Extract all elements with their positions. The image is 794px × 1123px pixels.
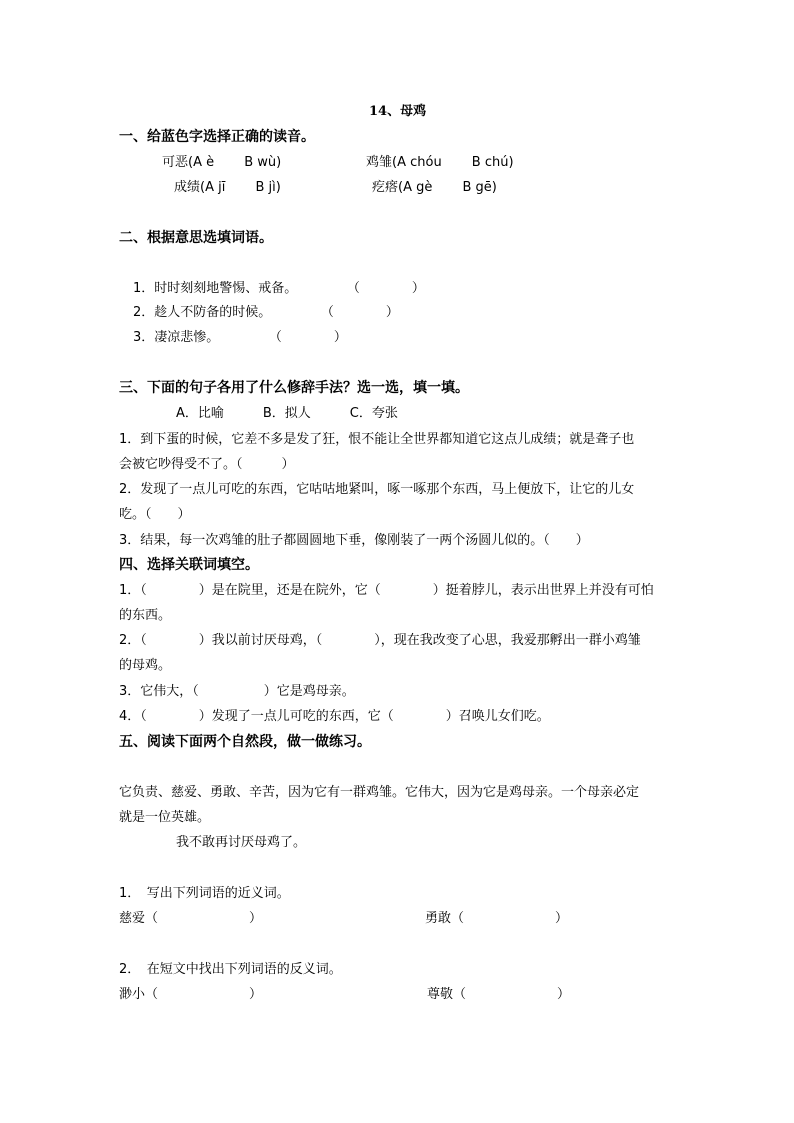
word-choice-item: 1．时时刻刻地警惕、戒备。 （ ） bbox=[133, 281, 425, 296]
rhetoric-sentence-line: 2．发现了一点儿可吃的东西，它咕咕地紧叫，啄一啄那个东西，马上便放下，让它的儿女 bbox=[119, 482, 635, 497]
section-1-heading: 一、给蓝色字选择正确的读音。 bbox=[119, 129, 315, 145]
pinyin-choice-geda: 疙瘩(A gè B gē) bbox=[372, 180, 497, 195]
reading-paragraph-line: 就是一位英雄。 bbox=[119, 810, 211, 825]
rhetoric-sentence-line: 1．到下蛋的时候，它差不多是发了狂，恨不能让全世界都知道它这点儿成绩；就是聋子也 bbox=[119, 432, 635, 447]
rhetoric-options: A．比喻 B．拟人 C．夸张 bbox=[176, 406, 398, 421]
conjunction-line: 1．（ ）是在院里，还是在院外，它（ ）挺着脖儿，表示出世界上并没有可怕 bbox=[119, 583, 654, 598]
conjunction-line: 2．（ ）我以前讨厌母鸡，（ ），现在我改变了心思，我爱那孵出一群小鸡雏 bbox=[119, 633, 641, 648]
word-choice-item: 2．趁人不防备的时候。 （ ） bbox=[133, 305, 399, 320]
reading-paragraph-line: 它负责、慈爱、勇敢、辛苦，因为它有一群鸡雏。它伟大，因为它是鸡母亲。一个母亲必定 bbox=[119, 785, 640, 800]
conjunction-line: 3．它伟大，（ ）它是鸡母亲。 bbox=[119, 684, 355, 699]
exercise-question-1: 1． 写出下列词语的近义词。 bbox=[119, 886, 290, 901]
synonym-blank-ciai: 慈爱（ ） bbox=[119, 911, 263, 926]
section-4-heading: 四、选择关联词填空。 bbox=[119, 557, 259, 573]
conjunction-line: 的母鸡。 bbox=[119, 658, 172, 673]
pinyin-choice-keewu: 可恶(A è B wù) bbox=[162, 155, 282, 170]
pinyin-choice-jichu: 鸡雏(A chóu B chú) bbox=[366, 155, 514, 170]
synonym-blank-yonggan: 勇敢（ ） bbox=[425, 911, 569, 926]
antonym-blank-miaoxiao: 渺小（ ） bbox=[119, 987, 263, 1002]
exercise-question-2: 2． 在短文中找出下列词语的反义词。 bbox=[119, 962, 342, 977]
conjunction-line: 的东西。 bbox=[119, 608, 172, 623]
page-title: 14、母鸡 bbox=[369, 104, 427, 119]
rhetoric-sentence-line: 3．结果，每一次鸡雏的肚子都圆圆地下垂，像刚装了一两个汤圆儿似的。（ ） bbox=[119, 533, 589, 548]
rhetoric-sentence-line: 会被它吵得受不了。（ ） bbox=[119, 457, 295, 472]
word-choice-item: 3．凄凉悲惨。 （ ） bbox=[133, 330, 347, 345]
pinyin-choice-chengji: 成绩(A jī B jì) bbox=[174, 180, 281, 195]
section-3-heading: 三、下面的句子各用了什么修辞手法？选一选，填一填。 bbox=[119, 380, 469, 396]
section-2-heading: 二、根据意思选填词语。 bbox=[119, 230, 273, 246]
antonym-blank-zunjing: 尊敬（ ） bbox=[427, 987, 571, 1002]
conjunction-line: 4．（ ）发现了一点儿可吃的东西，它（ ）召唤儿女们吃。 bbox=[119, 709, 550, 724]
rhetoric-sentence-line: 吃。（ ） bbox=[119, 507, 191, 522]
reading-paragraph-line: 我不敢再讨厌母鸡了。 bbox=[176, 835, 307, 850]
section-5-heading: 五、阅读下面两个自然段，做一做练习。 bbox=[119, 734, 371, 750]
